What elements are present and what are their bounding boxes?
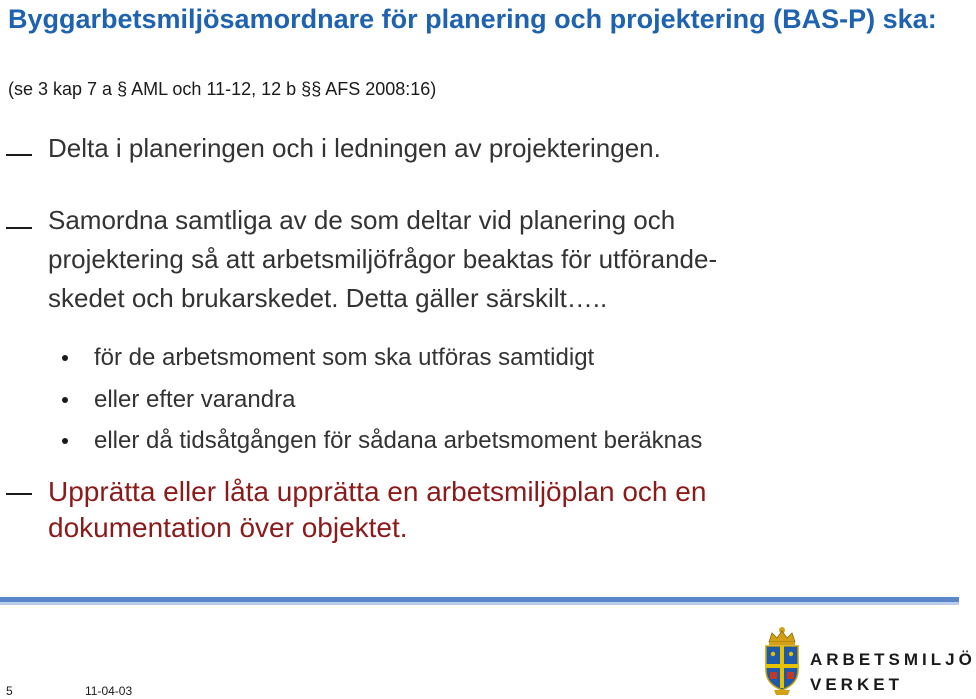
item-dash [6,493,32,495]
item-coordinate-line-1: Samordna samtliga av de som deltar vid planering och [48,205,676,235]
legal-reference: (se 3 kap 7 a § AML och 11-12, 12 b §§ AFS 2008:16) [8,79,437,99]
item-planning: Delta i planeringen och i ledningen av projekteringen. [48,133,661,163]
item-plan-line-1: Upprätta eller låta upprätta en arbetsmiljöplan och en [48,476,707,507]
footer-bar-light [0,602,959,605]
logo-wordmark-line-1: ARBETSMILJÖ [810,650,976,669]
item-dash [6,227,32,229]
item-coordinate-line-2: projektering så att arbetsmiljöfrågor beaktas för utförande- [48,244,718,274]
item-dash [6,154,32,156]
bullet-icon [62,438,68,444]
page-number: 5 [6,684,13,698]
coat-of-arms-icon [760,624,804,696]
bullet-icon [62,355,68,361]
logo-wordmark-line-2: VERKET [810,675,903,694]
item-coordinate-line-3: skedet och brukarskedet. Detta gäller särskilt….. [48,283,608,313]
bullet-item: för de arbetsmoment som ska utföras samtidigt [94,344,595,371]
bullet-item: eller efter varandra [94,386,296,413]
slide-date: 11-04-03 [85,684,133,698]
slide-title: Byggarbetsmiljösamordnare för planering och projektering (BAS-P) ska: [8,4,937,34]
item-plan-line-2: dokumentation över objektet. [48,512,408,543]
bullet-item: eller då tidsåtgången för sådana arbetsmoment beräknas [94,427,703,454]
bullet-icon [62,397,68,403]
